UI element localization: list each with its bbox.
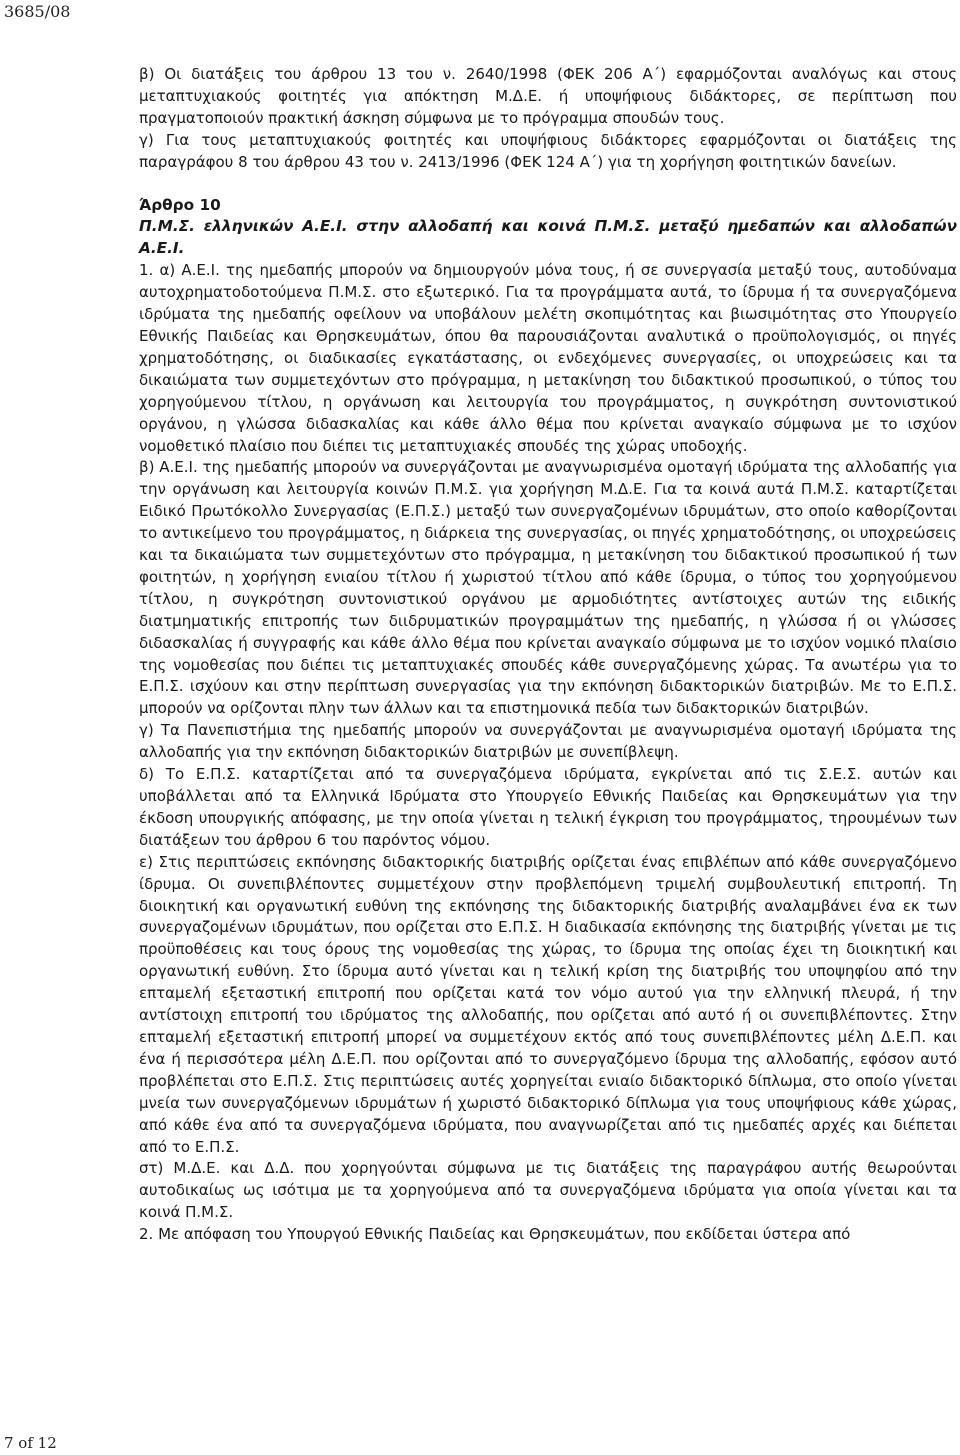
document-body <box>139 64 957 1246</box>
paragraph-1a: 1. α) Α.Ε.Ι. της ημεδαπής μπορούν να δημιουργούν μόνα τους, ή σε συνεργασία μεταξύ τους, αυτοδύναμα αυτοχρηματοδοτούμενα Π.Μ.Σ. στο εξωτερικό. Για τα προγράμματα αυτά, το ίδρυμα ή τα συνεργαζόμενα ιδρύματα της ημεδαπής οφείλουν να υποβάλουν μελέτη σκοπιμότητας και βιωσιμότητας στο Υπουργείο Εθνικής Παιδείας και Θρησκευμάτων, όπου θα παρουσιάζονται αναλυτικά ο προϋπολογισμός, οι πηγές χρηματοδότησης, οι διαδικασίες εγκατάστασης, οι ενδεχόμενες συνεργασίες, οι υποχρεώσεις και τα δικαιώματα των συμμετεχόντων στο πρόγραμμα, η μετακίνηση του διδακτικού προσωπικού, ο τύπος του χορηγούμενου τίτλου, η οργάνωση και λειτουργία του προγράμματος, η συγκρότηση συντονιστικού οργάνου, η γλώσσα διδασκαλίας και κάθε άλλο θέμα που κρίνεται αναγκαίο σύμφωνα με το ισχύον νομοθετικό πλαίσιο που διέπει τις μεταπτυχιακές σπουδές της χώρας υποδοχής. <box>139 261 957 455</box>
paragraph-1e: ε) Στις περιπτώσεις εκπόνησης διδακτορικής διατριβής ορίζεται ένας επιβλέπων από κάθε συνεργαζόμενο ίδρυμα. Οι συνεπιβλέποντες συμμετέχουν στην προβλεπόμενη τριμελή συμβουλευτική επιτροπή. Τη διοικητική και οργανωτική ευθύνη της εκπόνησης της διδακτορικής διατριβής αναλαμβάνει ένα εκ των συνεργαζομένων ιδρυμάτων, που ορίζεται στο Ε.Π.Σ. Η διαδικασία εκπόνησης της διατριβής γίνεται με τις προϋποθέσεις και τους όρους της νομοθεσίας της χώρας, το ίδρυμα της οποίας έχει τη διοικητική και οργανωτική ευθύνη. Στο ίδρυμα αυτό γίνεται και η τελική κρίση της διατριβής του υποψηφίου από την επταμελή εξεταστική επιτροπή που ορίζεται κατά τον νόμο αυτού για την ελληνική πλευρά, ή την αντίστοιχη επιτροπή του ιδρύματος της αλλοδαπής, που ορίζεται από αυτό ή οι συνεπιβλέποντες. Στην επταμελή εξεταστική επιτροπή μπορεί να συμμετέχουν εκτός από τους συνεπιβλέποντες μέλη Δ.Ε.Π. και ένα ή περισσότερα μέλη Δ.Ε.Π. που ορίζονται από το συνεργαζόμενο ίδρυμα της αλλοδαπής, εφόσον αυτό προβλέπεται στο Ε.Π.Σ. Στις περιπτώσεις αυτές χορηγείται ενιαίο διδακτορικό δίπλωμα, στο οποίο γίνεται μνεία των συνεργαζόμενων ιδρυμάτων ή χωριστό διδακτορικό δίπλωμα για τους υποψήφιους κάθε χώρας, από κάθε ένα από τα συνεργαζόμενα ιδρύματα, που αναγνωρίζεται από τις ημεδαπές αρχές και διέπεται από το Ε.Π.Σ. <box>139 852 957 1156</box>
paragraph-b-intro: β) Οι διατάξεις του άρθρου 13 του ν. 2640/1998 (ΦΕΚ 206 Α΄) εφαρμόζονται αναλόγως και στους μεταπτυχιακούς φοιτητές για απόκτηση Μ.Δ.Ε. ή υποψήφιους διδάκτορες, σε περίπτωση που πραγματοποιούν πρακτική άσκηση σύμφωνα με το πρόγραμμα σπουδών τους. <box>139 65 957 127</box>
page-counter: 7 of 12 <box>4 1434 57 1452</box>
paragraph-1st: στ) Μ.Δ.Ε. και Δ.Δ. που χορηγούνται σύμφωνα με τις διατάξεις της παραγράφου αυτής θεωρούνται αυτοδικαίως ως ισότιμα με τα χορηγούμενα από τα συνεργαζόμενα ιδρύματα για οποία γίνεται και τα κοινά Π.Μ.Σ. <box>139 1159 957 1222</box>
paragraph-1b: β) Α.Ε.Ι. της ημεδαπής μπορούν να συνεργάζονται με αναγνωρισμένα ομοταγή ιδρύματα της αλλοδαπής για την οργάνωση και λειτουργία κοινών Π.Μ.Σ. για χορήγηση Μ.Δ.Ε. Για τα κοινά αυτά Π.Μ.Σ. καταρτίζεται Ειδικό Πρωτόκολλο Συνεργασίας (Ε.Π.Σ.) μεταξύ των συνεργαζομένων ιδρυμάτων, στο οποίο καθορίζονται το αντικείμενο του προγράμματος, η διάρκεια της συνεργασίας, οι πηγές χρηματοδότησης, οι υποχρεώσεις και τα δικαιώματα των συμμετεχόντων στο πρόγραμμα, η μετακίνηση του διδακτικού προσωπικού ή των φοιτητών, η χορήγηση ενιαίου τίτλου ή χωριστού τίτλου από κάθε ίδρυμα, ο τύπος του χορηγούμενου τίτλου, η συγκρότηση συντονιστικού οργάνου με αρμοδιότητες αντίστοιχες αυτών της ειδικής διατμηματικής επιτροπής των διιδρυματικών προγραμμάτων της ημεδαπής, η γλώσσα ή οι γλώσσες διδασκαλίας ή συγγραφής και κάθε άλλο θέμα που κρίνεται αναγκαίο σύμφωνα με το ισχύον νομικό πλαίσιο της νομοθεσίας που διέπει τις μεταπτυχιακές σπουδές κάθε συνεργαζόμενης χώρας. Τα ανωτέρω για το Ε.Π.Σ. ισχύουν και στην περίπτωση συνεργασίας για την εκπόνηση διδακτορικών διατριβών. Με το Ε.Π.Σ. μπορούν να ορίζονται πλην των άλλων και τα επιστημονικά πεδία των διδακτορικών διατριβών. <box>139 458 957 718</box>
article-title: Άρθρο 10 <box>139 195 221 214</box>
paragraph-1g: γ) Τα Πανεπιστήμια της ημεδαπής μπορούν να συνεργάζονται με αναγνωρισμένα ομοταγή ιδρύματα της αλλοδαπής για την εκπόνηση διδακτορικών διατριβών με συνεπίβλεψη. <box>139 721 957 762</box>
paragraph-1d: δ) Το Ε.Π.Σ. καταρτίζεται από τα συνεργαζόμενα ιδρύματα, εγκρίνεται από τις Σ.Ε.Σ. αυτών και υποβάλλεται από τα Ελληνικά Ιδρύματα στο Υπουργείο Εθνικής Παιδείας και Θρησκευμάτων για την έκδοση υπουργικής απόφασης, με την οποία γίνεται η τελική έγκριση του προγράμματος, τηρουμένων των διατάξεων του άρθρου 6 του παρόντος νόμου. <box>139 765 957 849</box>
paragraph-g-intro: γ) Για τους μεταπτυχιακούς φοιτητές και υποψήφιους διδάκτορες εφαρμόζονται οι διατάξεις της παραγράφου 8 του άρθρου 43 του ν. 2413/1996 (ΦΕΚ 124 Α΄) για τη χορήγηση φοιτητικών δανείων. <box>139 130 957 171</box>
article-subtitle: Π.Μ.Σ. ελληνικών Α.Ε.Ι. στην αλλοδαπή και κοινά Π.Μ.Σ. μεταξύ ημεδαπών και αλλοδαπών Α.Ε.Ι. <box>139 217 957 258</box>
paragraph-2: 2. Με απόφαση του Υπουργού Εθνικής Παιδείας και Θρησκευμάτων, που εκδίδεται ύστερα από <box>139 1225 851 1244</box>
document-id: 3685/08 <box>4 2 71 21</box>
